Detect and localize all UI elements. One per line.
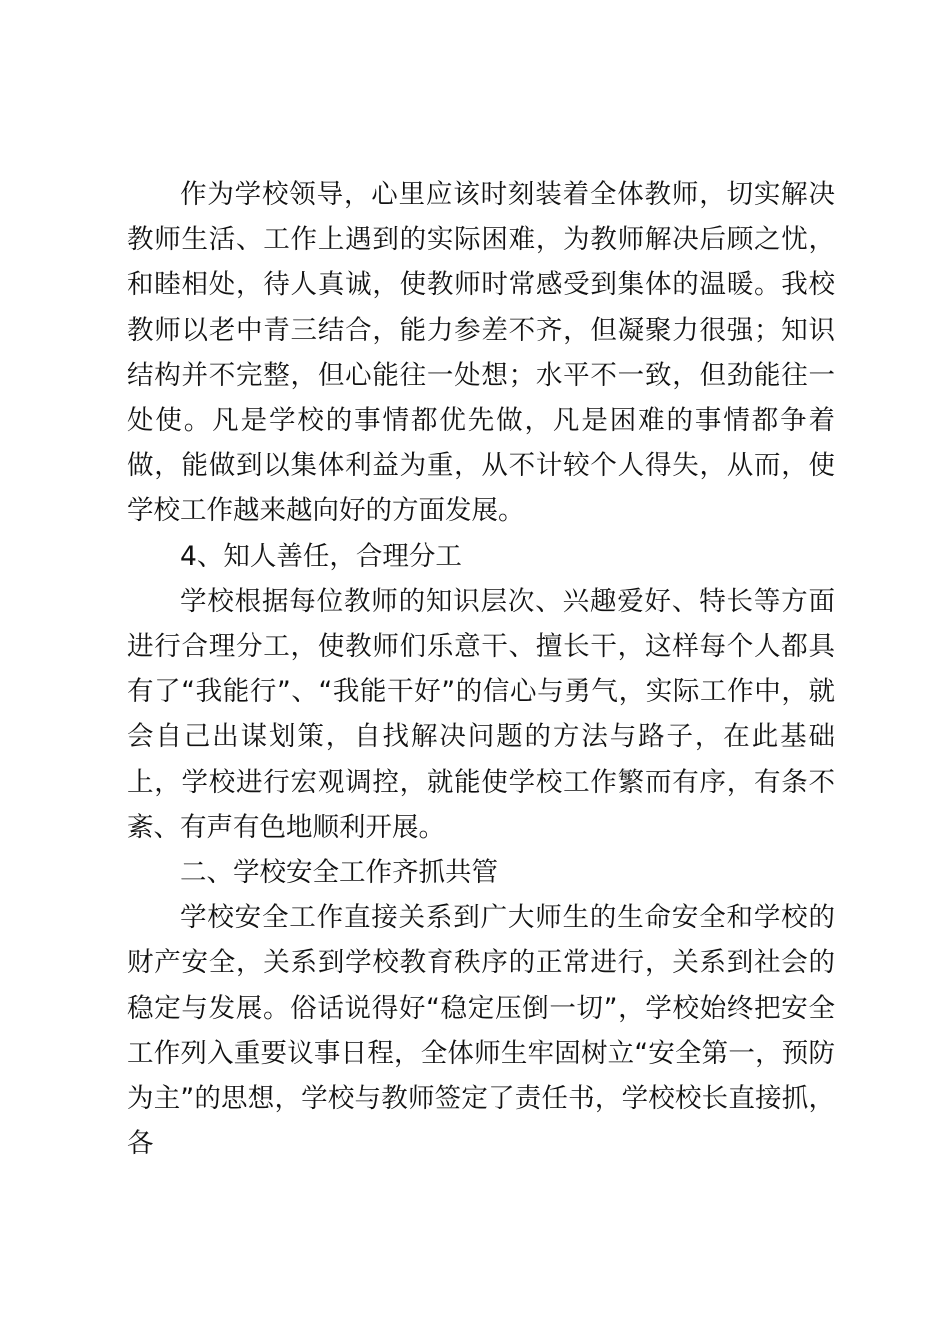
paragraph-teacher-care: 作为学校领导，心里应该时刻装着全体教师，切实解决教师生活、工作上遇到的实际困难，为教师解决后顾之忧，和睦相处，待人真诚，使教师时常感受到集体的温暖。我校教师以老中青三结合，能力参差不齐，但凝聚力很强；知识结构并不完整，但心能往一处想；水平不一致，但劲能往一处使。凡是学校的事情都优先做，凡是困难的事情都争着做，能做到以集体利益为重，从不计较个人得失，从而，使学校工作越来越向好的方面发展。 bbox=[127, 179, 835, 527]
section-heading-task-assignment: 4、知人善任，合理分工 bbox=[180, 540, 462, 572]
document-body bbox=[127, 172, 835, 1166]
paragraph-school-safety: 学校安全工作直接关系到广大师生的生命安全和学校的财产安全，关系到学校教育秩序的正常进行，关系到社会的稳定与发展。俗话说得好“稳定压倒一切”，学校始终把安全工作列入重要议事日程，全体师生牢固树立“安全第一，预防为主”的思想，学校与教师签定了责任书，学校校长直接抓，各 bbox=[127, 902, 835, 1160]
paragraph-task-assignment: 学校根据每位教师的知识层次、兴趣爱好、特长等方面进行合理分工，使教师们乐意干、擅长干，这样每个人都具有了“我能行”、“我能干好”的信心与勇气，实际工作中，就会自己出谋划策，自找解决问题的方法与路子，在此基础上，学校进行宏观调控，就能使学校工作繁而有序，有条不紊、有声有色地顺利开展。 bbox=[127, 585, 835, 843]
section-heading-school-safety: 二、学校安全工作齐抓共管 bbox=[180, 857, 498, 889]
